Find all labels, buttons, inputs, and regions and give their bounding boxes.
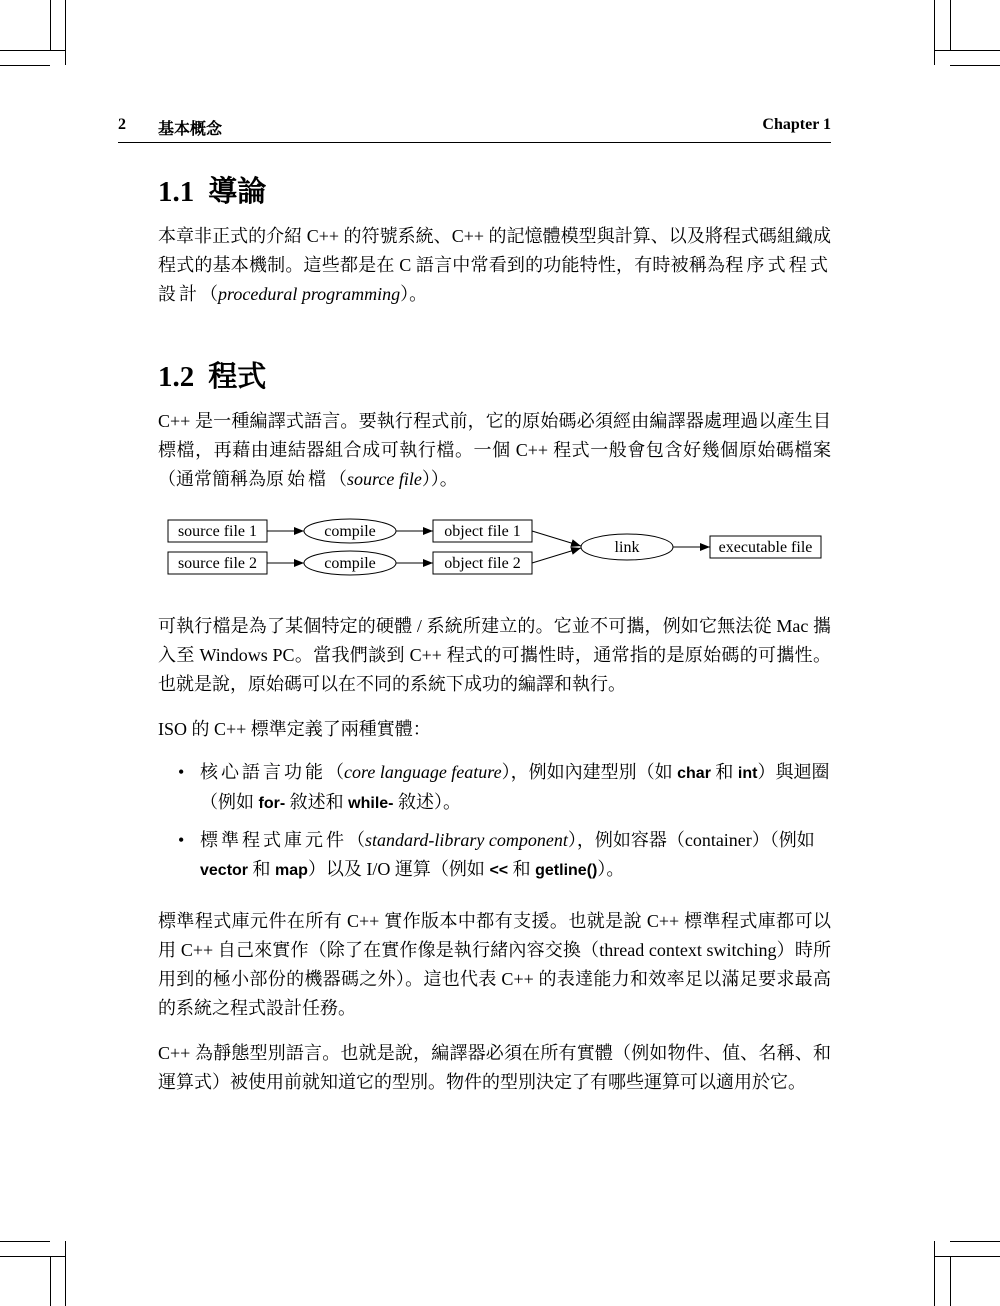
english-term: standard-library component [365,830,568,850]
crop-mark [934,1256,1000,1257]
compile-2-label: compile [324,555,376,572]
executable-file-label: executable file [718,539,813,556]
section-heading-1-1: 1.1 導論 [158,176,267,208]
code-keyword: vector [200,862,249,879]
english-term: source file [347,469,422,489]
arrow [532,548,581,563]
term: 程序式程式設計 [158,255,831,304]
paragraph: 本章非正式的介紹 C++ 的符號系統、C++ 的記憶體模型與計算、以及將程式碼組織成程式的基本機制。這些都是在 C 語言中常看到的功能特性，有時被稱為程序式程式設計（procedural programming）。 [158,226,831,304]
crop-mark [50,0,51,50]
paragraph: ISO 的 C++ 標準定義了兩種實體： [158,719,431,739]
compile-link-diagram [0,518,1000,584]
crop-mark [950,0,951,50]
term: 標準程式庫元件 [200,830,347,850]
diagram-svg [0,518,1000,584]
link-label: link [614,539,640,556]
page-number: 2 [118,116,126,133]
running-chapter: Chapter 1 [762,116,831,133]
running-section-title: 基本概念 [158,121,223,138]
english-term: core language feature [344,762,502,782]
crop-mark [0,50,65,51]
code-keyword: << [489,862,509,879]
source-file-1-label: source file 1 [177,523,258,540]
code-keyword: map [275,862,308,879]
paragraph: 可執行檔是為了某個特定的硬體 / 系統所建立的。它並不可攜，例如它無法從 Mac 攜入至 Windows PC。當我們談到 C++ 程式的可攜性時，通常指的是原始碼的可攜性。也就是說，原始碼可以在不同的系統下成功的編譯和執行。 [158,616,831,694]
crop-mark [934,0,935,65]
code-keyword: for- [258,795,286,812]
crop-mark [65,0,66,65]
code-keyword: getline() [535,862,598,879]
crop-mark [934,50,1000,51]
object-file-2-label: object file 2 [444,555,521,572]
section-heading-1-2: 1.2 程式 [158,361,267,393]
term: 原始檔 [266,469,329,489]
code-keyword: while- [348,795,394,812]
crop-mark [0,1241,50,1242]
english-term: procedural programming [218,284,401,304]
bullet-list [158,758,831,885]
paragraph: C++ 為靜態型別語言。也就是說，編譯器必須在所有實體（例如物件、值、名稱、和運算式）被使用前就知道它的型別。物件的型別決定了有哪些運算可以適用於它。 [158,1043,831,1092]
code-keyword: int [737,765,758,782]
page-content [158,168,831,1097]
crop-mark [950,65,1000,66]
crop-mark [950,1241,1000,1242]
crop-mark [934,1241,935,1306]
code-keyword: char [677,765,711,782]
list-item: • 核心語言功能（core language feature），例如內建型別（如 char 和 int）與迴圈（例如 for- 敘述和 while- 敘述）。 [178,762,830,812]
paragraph: C++ 是一種編譯式語言。要執行程式前，它的原始碼必須經由編譯器處理過以產生目標檔，再藉由連結器組合成可執行檔。一個 C++ 程式一般會包含好幾個原始碼檔案（通常簡稱為原始檔（source file））。 [158,411,831,489]
arrow [532,531,581,546]
source-file-2-label: source file 2 [177,555,258,572]
term: 核心語言功能 [200,762,326,782]
crop-mark [50,1256,51,1306]
list-item: • 標準程式庫元件（standard-library component），例如容器（container）（例如 vector 和 map）以及 I/O 運算（例如 << 和 getline()）。 [178,830,815,879]
paragraph: 標準程式庫元件在所有 C++ 實作版本中都有支援。也就是說 C++ 標準程式庫都可以用 C++ 自己來實作（除了在實作像是執行緒內容交換（thread context switching）時所用到的極小部份的機器碼之外）。這也代表 C++ 的表達能力和效率足以滿足要求最高的系統之程式設計任務。 [158,911,831,1018]
crop-mark [950,1256,951,1306]
crop-mark [0,65,50,66]
compile-1-label: compile [324,523,376,540]
object-file-1-label: object file 1 [444,523,521,540]
crop-mark [0,1256,65,1257]
running-header [118,114,831,143]
crop-mark [65,1241,66,1306]
